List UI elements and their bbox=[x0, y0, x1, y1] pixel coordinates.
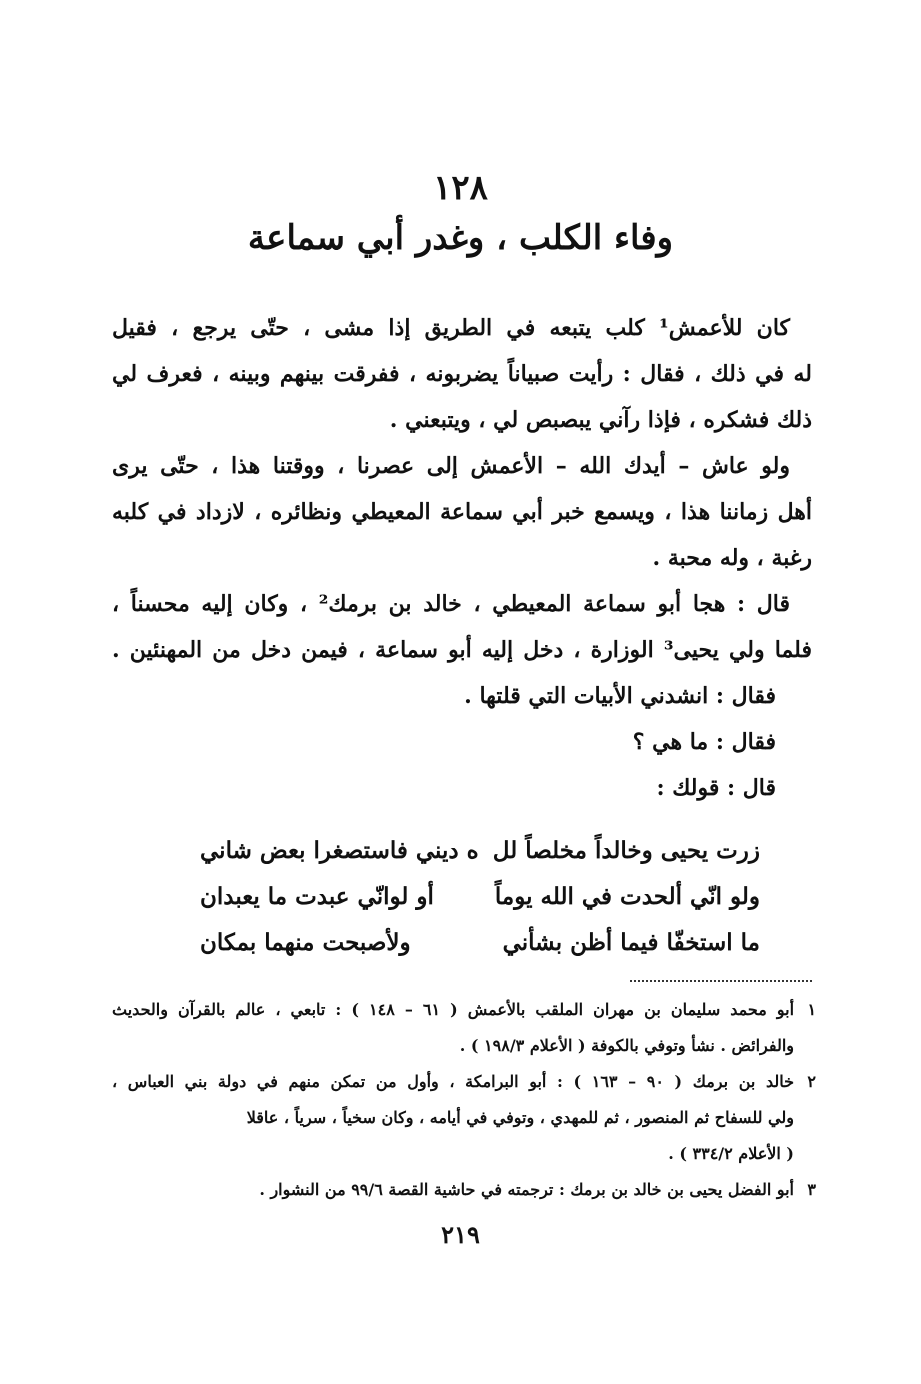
text-line: أهل زماننا هذا ، ويسمع خبر أبي سماعة المعيطي ونظائره ، لازداد في كلبه bbox=[112, 499, 812, 525]
verse-second-hemistich: ه ديني فاستصغرا بعض شاني bbox=[200, 837, 479, 864]
poem-verse bbox=[200, 920, 760, 966]
page-number: ٢١٩ bbox=[441, 1220, 480, 1249]
footnote-text: أبو محمد سليمان بن مهران الملقب بالأعمش ( ٦١ – ١٤٨ ) : تابعي ، عالم بالقرآن والحديث bbox=[112, 1000, 795, 1019]
footnote-number: ٣ bbox=[807, 1180, 816, 1199]
footnote-2 bbox=[112, 1064, 816, 1172]
footnote-1 bbox=[112, 992, 816, 1064]
verse-first-hemistich: زرت يحيى وخالداً مخلصاً لل bbox=[492, 837, 760, 864]
paragraph-2 bbox=[112, 443, 812, 581]
verse-first-hemistich: ولو انّي ألحدت في الله يوماً bbox=[494, 883, 760, 910]
poem bbox=[200, 828, 760, 966]
footnote-text: ولي للسفاح ثم المنصور ، ثم للمهدي ، وتوفي في أيامه ، وكان سخياً ، سرياً ، عاقلا bbox=[246, 1108, 794, 1127]
text-line: له في ذلك ، فقال : رأيت صبياناً يضربونه ، ففرقت بينهم وبينه ، فعرف لي bbox=[112, 361, 812, 387]
story-body bbox=[112, 305, 812, 811]
verse-second-hemistich: ولأصبحت منهما بمكان bbox=[200, 929, 411, 956]
footnote-text: أبو الفضل يحيى بن خالد بن برمك : ترجمته في حاشية القصة ٩٩/٦ من النشوار . bbox=[259, 1180, 794, 1199]
dialogue bbox=[112, 673, 812, 811]
story-number: ١٢٨ bbox=[433, 168, 488, 208]
footnote-number: ١ bbox=[807, 1000, 817, 1019]
footnote-text: خالد بن برمك ( ٩٠ – ١٦٣ ) : أبو البرامكة ، وأول من تمكن منهم في دولة بني العباس ، bbox=[112, 1072, 795, 1091]
text-line: ولو عاش – أيدك الله – الأعمش إلى عصرنا ، ووقتنا هذا ، حتّى يرى bbox=[112, 453, 790, 479]
paragraph-3 bbox=[112, 581, 812, 673]
paragraph-1 bbox=[112, 305, 812, 443]
text-line: ذلك فشكره ، فإذا رآني يبصبص لي ، ويتبعني . bbox=[389, 407, 812, 433]
dialogue-line: قال : قولك : bbox=[656, 775, 776, 801]
text-line: رغبة ، وله محبة . bbox=[652, 545, 812, 571]
text-line: فلما ولي يحيى³ الوزارة ، دخل إليه أبو سماعة ، فيمن دخل من المهنئين . bbox=[112, 637, 812, 663]
text-line: كان للأعمش¹ كلب يتبعه في الطريق إذا مشى ، حتّى يرجع ، فقيل bbox=[112, 315, 791, 341]
footnote-3 bbox=[112, 1172, 816, 1208]
poem-verse bbox=[200, 828, 760, 874]
footnote-text: ( الأعلام ٣٣٤/٢ ) . bbox=[668, 1144, 794, 1163]
footnote-text: والفرائض . نشأ وتوفي بالكوفة ( الأعلام ١٩٨/٣ ) . bbox=[459, 1036, 794, 1055]
verse-first-hemistich: ما استخفّا فيما أظن بشأني bbox=[502, 929, 760, 956]
footnote-divider bbox=[630, 980, 812, 982]
dialogue-line: فقال : ما هي ؟ bbox=[632, 729, 776, 755]
text-line: قال : هجا أبو سماعة المعيطي ، خالد بن برمك² ، وكان إليه محسناً ، bbox=[112, 591, 790, 617]
story-title: وفاء الكلب ، وغدر أبي سماعة bbox=[247, 218, 674, 258]
poem-verse bbox=[200, 874, 760, 920]
dialogue-line: فقال : انشدني الأبيات التي قلتها . bbox=[464, 683, 776, 709]
footnote-number: ٢ bbox=[807, 1072, 817, 1091]
footnotes bbox=[112, 992, 816, 1208]
verse-second-hemistich: أو لوانّي عبدت ما يعبدان bbox=[200, 883, 434, 910]
